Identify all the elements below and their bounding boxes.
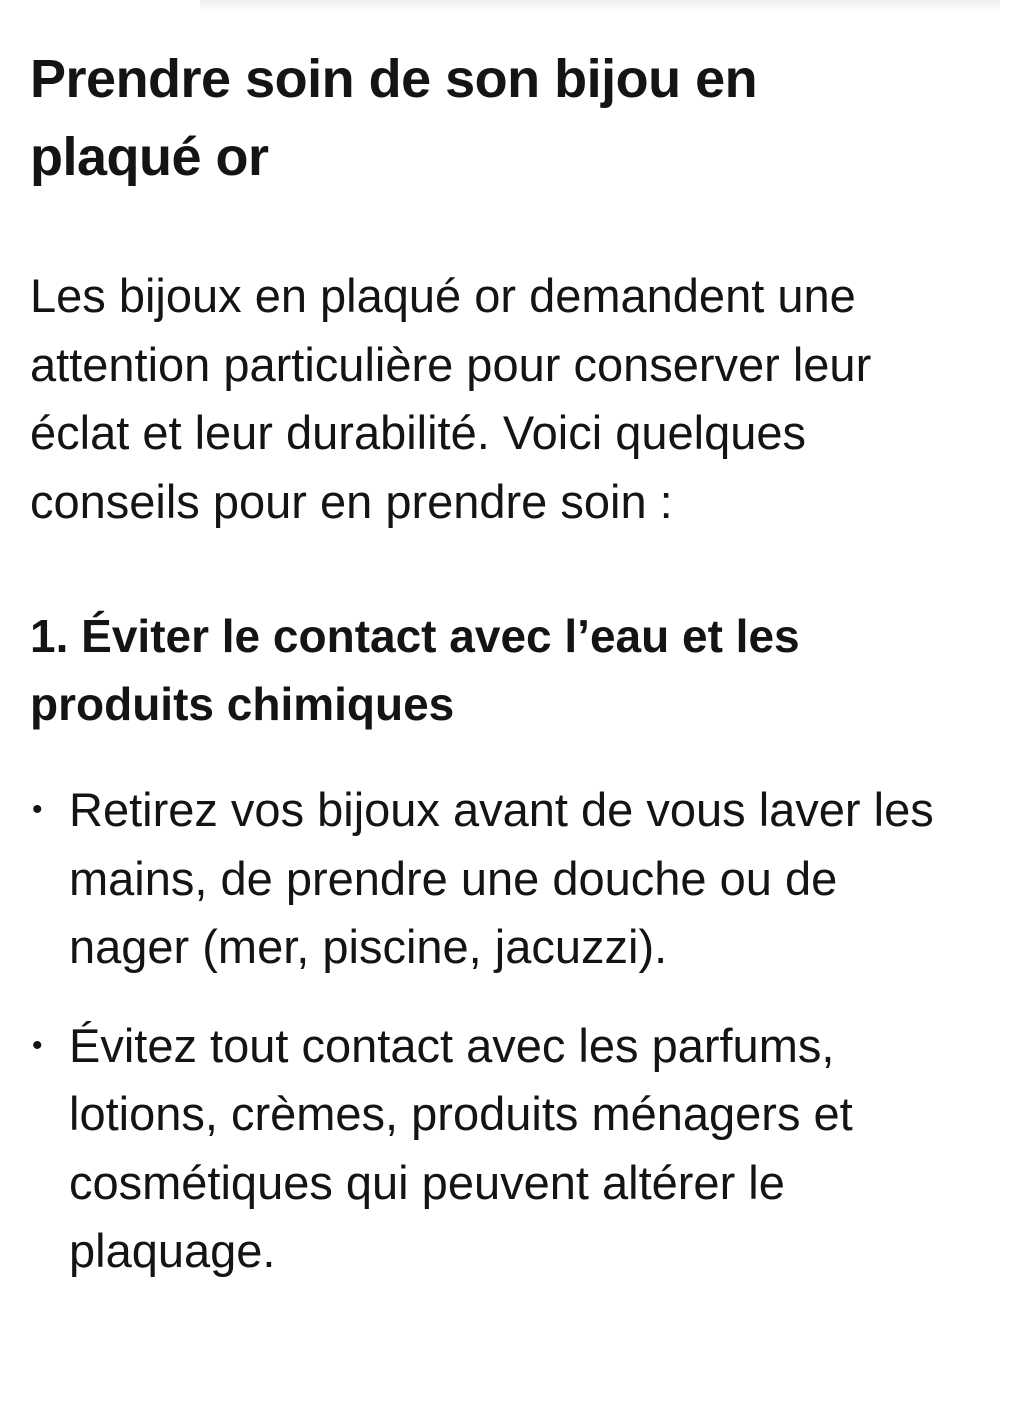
list-item	[30, 1012, 949, 1286]
top-scroll-shadow	[200, 0, 1000, 12]
section-heading: 1. Éviter le contact avec l’eau et les produits chimiques	[30, 610, 800, 730]
list-item-text: Retirez vos bijoux avant de vous laver les mains, de prendre une douche ou de nager (mer, piscine, jacuzzi).	[69, 783, 934, 973]
list-item-text: Évitez tout contact avec les parfums, lotions, crèmes, produits ménagers et cosmétiques qui peuvent altérer le plaquage.	[69, 1018, 853, 1277]
list-item	[30, 776, 949, 982]
article-title: Prendre soin de son bijou en plaqué or	[30, 49, 758, 187]
article-content	[30, 40, 990, 1286]
article-intro: Les bijoux en plaqué or demandent une attention particulière pour conserver leur éclat et leur durabilité. Voici quelques conseils pour en prendre soin :	[30, 269, 872, 528]
bullet-list	[30, 776, 990, 1286]
bullet-icon: •	[32, 1028, 43, 1062]
bullet-icon: •	[32, 793, 43, 826]
